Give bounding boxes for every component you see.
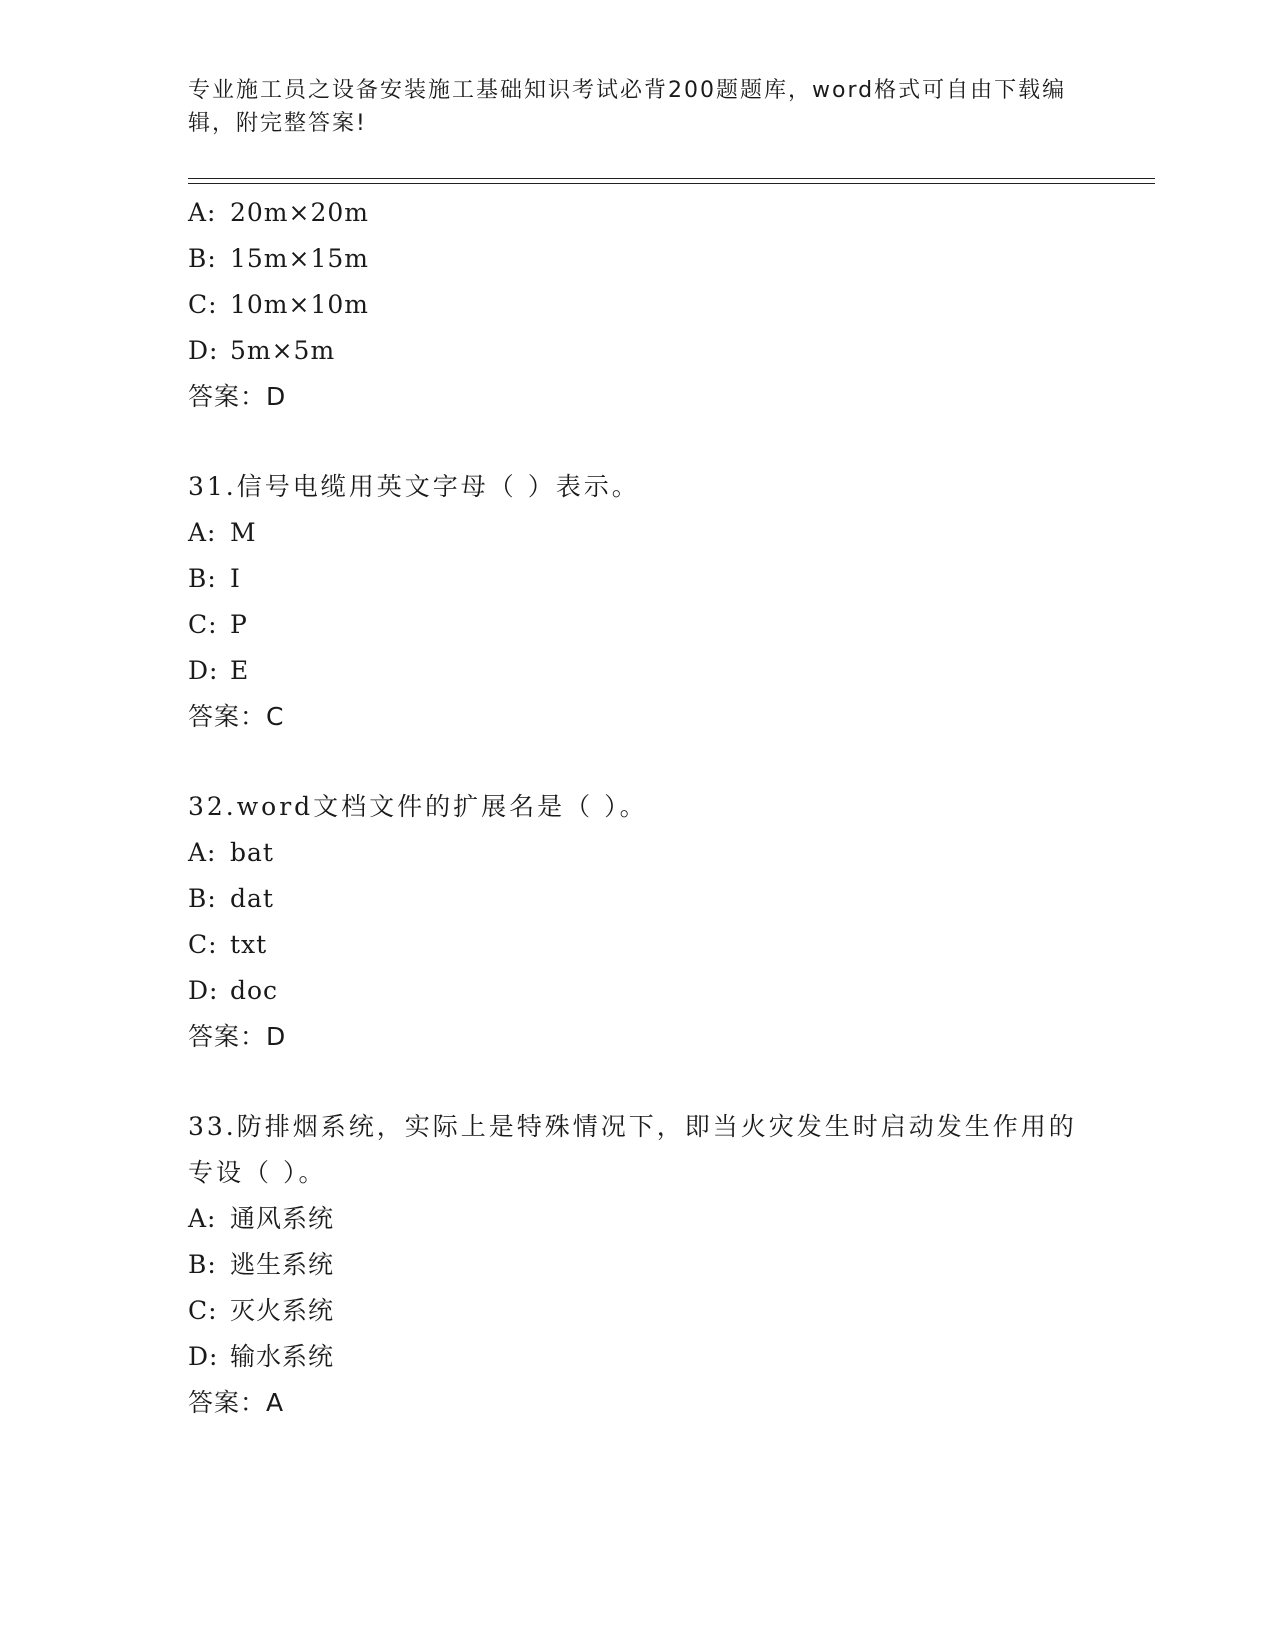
option-letter: C: bbox=[188, 290, 218, 319]
option-text: 通风系统 bbox=[230, 1204, 335, 1233]
option-c bbox=[188, 282, 1088, 328]
option-letter: D: bbox=[188, 656, 219, 685]
option-d bbox=[188, 328, 1088, 374]
option-c bbox=[188, 602, 1088, 648]
option-text: 5m×5m bbox=[230, 336, 336, 365]
option-letter: A: bbox=[188, 838, 217, 867]
option-b bbox=[188, 1242, 1088, 1288]
answer-line: 答案：D bbox=[188, 1022, 287, 1051]
document-header: 专业施工员之设备安装施工基础知识考试必背200题题库，word格式可自由下载编辑，附完整答案! bbox=[188, 78, 1067, 136]
option-c bbox=[188, 1288, 1088, 1334]
question-stem: 32.word文档文件的扩展名是（ ）。 bbox=[188, 792, 648, 821]
option-a bbox=[188, 510, 1088, 556]
option-a bbox=[188, 1196, 1088, 1242]
option-text: 灭火系统 bbox=[230, 1296, 335, 1325]
question-block-31 bbox=[188, 464, 1088, 740]
option-text: 逃生系统 bbox=[230, 1250, 335, 1279]
option-b bbox=[188, 556, 1088, 602]
option-letter: A: bbox=[188, 518, 217, 547]
spacer bbox=[188, 1060, 1088, 1104]
answer-line: 答案：C bbox=[188, 702, 285, 731]
option-text: 20m×20m bbox=[230, 198, 369, 227]
question-stem: 31.信号电缆用英文字母（ ）表示。 bbox=[188, 472, 640, 501]
option-letter: D: bbox=[188, 1342, 219, 1371]
answer-line: 答案：D bbox=[188, 382, 287, 411]
option-b bbox=[188, 236, 1088, 282]
spacer bbox=[188, 420, 1088, 464]
option-letter: C: bbox=[188, 1296, 218, 1325]
option-text: doc bbox=[230, 976, 279, 1005]
option-d bbox=[188, 968, 1088, 1014]
option-text: P bbox=[230, 610, 248, 639]
option-text: bat bbox=[230, 838, 274, 867]
option-text: 15m×15m bbox=[230, 244, 369, 273]
option-text: I bbox=[230, 564, 241, 593]
option-d bbox=[188, 648, 1088, 694]
option-letter: C: bbox=[188, 610, 218, 639]
option-a bbox=[188, 190, 1088, 236]
option-text: E bbox=[230, 656, 250, 685]
option-letter: A: bbox=[188, 1204, 217, 1233]
option-letter: B: bbox=[188, 884, 217, 913]
question-stem: 33.防排烟系统，实际上是特殊情况下，即当火灾发生时启动发生作用的专设（ ）。 bbox=[188, 1112, 1077, 1187]
option-text: 10m×10m bbox=[230, 290, 369, 319]
question-block-33 bbox=[188, 1104, 1088, 1426]
option-letter: A: bbox=[188, 198, 217, 227]
option-letter: B: bbox=[188, 244, 217, 273]
option-letter: C: bbox=[188, 930, 218, 959]
option-text: dat bbox=[230, 884, 274, 913]
spacer bbox=[188, 740, 1088, 784]
option-letter: D: bbox=[188, 336, 219, 365]
option-c bbox=[188, 922, 1088, 968]
option-letter: D: bbox=[188, 976, 219, 1005]
question-block-prev bbox=[188, 190, 1088, 420]
question-block-32 bbox=[188, 784, 1088, 1060]
option-b bbox=[188, 876, 1088, 922]
option-text: M bbox=[230, 518, 257, 547]
document-body bbox=[188, 190, 1088, 1426]
option-text: txt bbox=[230, 930, 268, 959]
answer-line: 答案：A bbox=[188, 1388, 285, 1417]
option-letter: B: bbox=[188, 1250, 217, 1279]
header-rule-top bbox=[188, 178, 1155, 179]
option-letter: B: bbox=[188, 564, 217, 593]
option-d bbox=[188, 1334, 1088, 1380]
header-rule-bottom bbox=[188, 183, 1155, 184]
option-a bbox=[188, 830, 1088, 876]
option-text: 输水系统 bbox=[230, 1342, 335, 1371]
